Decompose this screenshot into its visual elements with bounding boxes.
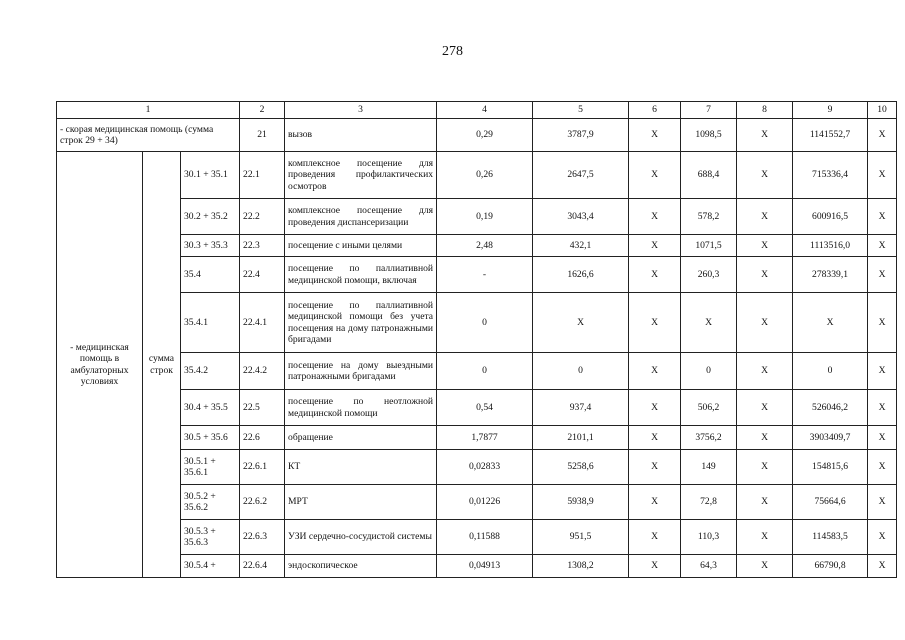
row-value-4: 2,48 bbox=[437, 235, 533, 257]
row-ref: 30.5.1 + 35.6.1 bbox=[181, 450, 240, 485]
header-row bbox=[57, 102, 897, 119]
row-value-5: 0 bbox=[533, 353, 629, 390]
table-body bbox=[57, 102, 897, 578]
row-number: 22.6 bbox=[240, 426, 285, 450]
row-unit: комплексное посещение для проведения профилактических осмотров bbox=[285, 152, 437, 199]
row-value-8: X bbox=[737, 152, 793, 199]
emergency-value-6: X bbox=[629, 119, 681, 152]
row-value-10: X bbox=[868, 353, 897, 390]
row-number: 22.6.1 bbox=[240, 450, 285, 485]
row-value-4: 0 bbox=[437, 293, 533, 353]
table-row bbox=[57, 555, 897, 578]
emergency-label: - скорая медицинская помощь (сумма строк 29 + 34) bbox=[57, 119, 240, 152]
row-value-9: 75664,6 bbox=[793, 485, 868, 520]
row-value-7: 688,4 bbox=[681, 152, 737, 199]
row-value-4: 0,11588 bbox=[437, 520, 533, 555]
row-value-10: X bbox=[868, 257, 897, 293]
row-value-10: X bbox=[868, 235, 897, 257]
row-value-6: X bbox=[629, 485, 681, 520]
row-ref: 35.4.2 bbox=[181, 353, 240, 390]
emergency-unit: вызов bbox=[285, 119, 437, 152]
row-value-6: X bbox=[629, 199, 681, 235]
row-value-7: 72,8 bbox=[681, 485, 737, 520]
row-value-6: X bbox=[629, 555, 681, 578]
row-value-5: 432,1 bbox=[533, 235, 629, 257]
row-value-7: 578,2 bbox=[681, 199, 737, 235]
row-ref: 30.2 + 35.2 bbox=[181, 199, 240, 235]
row-ref: 35.4.1 bbox=[181, 293, 240, 353]
row-value-9: 278339,1 bbox=[793, 257, 868, 293]
row-value-7: X bbox=[681, 293, 737, 353]
row-value-8: X bbox=[737, 520, 793, 555]
row-value-9: 154815,6 bbox=[793, 450, 868, 485]
row-unit: посещение по паллиативной медицинской помощи, включая bbox=[285, 257, 437, 293]
row-value-7: 3756,2 bbox=[681, 426, 737, 450]
row-value-7: 110,3 bbox=[681, 520, 737, 555]
row-unit: МРТ bbox=[285, 485, 437, 520]
row-ref: 30.5.4 + bbox=[181, 555, 240, 578]
row-value-5: X bbox=[533, 293, 629, 353]
emergency-row-number: 21 bbox=[240, 119, 285, 152]
emergency-value-5: 3787,9 bbox=[533, 119, 629, 152]
row-value-4: 0,26 bbox=[437, 152, 533, 199]
sum-rows-label: сумма строк bbox=[143, 152, 181, 578]
row-ref: 30.5.3 + 35.6.3 bbox=[181, 520, 240, 555]
table-row bbox=[57, 450, 897, 485]
row-number: 22.6.4 bbox=[240, 555, 285, 578]
table-row bbox=[57, 485, 897, 520]
table-row bbox=[57, 199, 897, 235]
row-value-10: X bbox=[868, 152, 897, 199]
row-value-5: 3043,4 bbox=[533, 199, 629, 235]
row-number: 22.4.2 bbox=[240, 353, 285, 390]
row-unit: обращение bbox=[285, 426, 437, 450]
row-value-6: X bbox=[629, 450, 681, 485]
row-value-8: X bbox=[737, 426, 793, 450]
header-cell-8: 8 bbox=[737, 102, 793, 119]
header-cell-4: 4 bbox=[437, 102, 533, 119]
row-number: 22.1 bbox=[240, 152, 285, 199]
header-cell-3: 3 bbox=[285, 102, 437, 119]
row-number: 22.5 bbox=[240, 390, 285, 426]
row-value-4: 0,19 bbox=[437, 199, 533, 235]
row-value-7: 64,3 bbox=[681, 555, 737, 578]
row-value-9: 715336,4 bbox=[793, 152, 868, 199]
row-unit: КТ bbox=[285, 450, 437, 485]
row-value-9: 114583,5 bbox=[793, 520, 868, 555]
row-value-4: 0,04913 bbox=[437, 555, 533, 578]
row-value-7: 149 bbox=[681, 450, 737, 485]
row-number: 22.6.3 bbox=[240, 520, 285, 555]
row-value-8: X bbox=[737, 450, 793, 485]
emergency-value-4: 0,29 bbox=[437, 119, 533, 152]
row-unit: посещение по паллиативной медицинской помощи без учета посещения на дому патронажными бригадами bbox=[285, 293, 437, 353]
emergency-value-9: 1141552,7 bbox=[793, 119, 868, 152]
table-row bbox=[57, 152, 897, 199]
row-number: 22.2 bbox=[240, 199, 285, 235]
row-value-10: X bbox=[868, 426, 897, 450]
row-value-5: 5258,6 bbox=[533, 450, 629, 485]
header-cell-7: 7 bbox=[681, 102, 737, 119]
row-value-4: - bbox=[437, 257, 533, 293]
row-value-10: X bbox=[868, 199, 897, 235]
row-value-5: 5938,9 bbox=[533, 485, 629, 520]
row-value-7: 260,3 bbox=[681, 257, 737, 293]
row-value-5: 2101,1 bbox=[533, 426, 629, 450]
row-unit: комплексное посещение для проведения диспансеризации bbox=[285, 199, 437, 235]
row-value-6: X bbox=[629, 235, 681, 257]
row-number: 22.3 bbox=[240, 235, 285, 257]
row-value-7: 0 bbox=[681, 353, 737, 390]
header-cell-5: 5 bbox=[533, 102, 629, 119]
data-table bbox=[56, 101, 897, 578]
row-unit: эндоскопическое bbox=[285, 555, 437, 578]
row-ref: 30.1 + 35.1 bbox=[181, 152, 240, 199]
header-cell-6: 6 bbox=[629, 102, 681, 119]
row-ref: 30.3 + 35.3 bbox=[181, 235, 240, 257]
row-value-6: X bbox=[629, 390, 681, 426]
table-row bbox=[57, 520, 897, 555]
row-value-9: X bbox=[793, 293, 868, 353]
row-value-8: X bbox=[737, 555, 793, 578]
row-value-9: 66790,8 bbox=[793, 555, 868, 578]
row-value-10: X bbox=[868, 390, 897, 426]
row-value-4: 1,7877 bbox=[437, 426, 533, 450]
row-value-5: 1308,2 bbox=[533, 555, 629, 578]
row-value-6: X bbox=[629, 520, 681, 555]
row-unit: посещение на дому выездными патронажными бригадами bbox=[285, 353, 437, 390]
row-value-10: X bbox=[868, 293, 897, 353]
table-row-emergency bbox=[57, 119, 897, 152]
row-value-8: X bbox=[737, 485, 793, 520]
page-number: 278 bbox=[442, 44, 463, 59]
row-ref: 30.5.2 + 35.6.2 bbox=[181, 485, 240, 520]
header-cell-9: 9 bbox=[793, 102, 868, 119]
row-value-9: 526046,2 bbox=[793, 390, 868, 426]
row-value-10: X bbox=[868, 450, 897, 485]
row-unit: посещение с иными целями bbox=[285, 235, 437, 257]
row-value-5: 937,4 bbox=[533, 390, 629, 426]
table-row bbox=[57, 353, 897, 390]
header-cell-10: 10 bbox=[868, 102, 897, 119]
table-row bbox=[57, 235, 897, 257]
row-ref: 30.5 + 35.6 bbox=[181, 426, 240, 450]
row-value-4: 0,54 bbox=[437, 390, 533, 426]
table-row bbox=[57, 390, 897, 426]
emergency-value-10: X bbox=[868, 119, 897, 152]
table-row bbox=[57, 426, 897, 450]
row-value-9: 3903409,7 bbox=[793, 426, 868, 450]
row-value-6: X bbox=[629, 152, 681, 199]
row-value-5: 951,5 bbox=[533, 520, 629, 555]
row-value-8: X bbox=[737, 199, 793, 235]
row-value-9: 600916,5 bbox=[793, 199, 868, 235]
row-value-6: X bbox=[629, 257, 681, 293]
table-row bbox=[57, 293, 897, 353]
row-unit: посещение по неотложной медицинской помощи bbox=[285, 390, 437, 426]
row-ref: 35.4 bbox=[181, 257, 240, 293]
row-value-6: X bbox=[629, 293, 681, 353]
row-value-8: X bbox=[737, 235, 793, 257]
row-value-8: X bbox=[737, 293, 793, 353]
header-cell-2: 2 bbox=[240, 102, 285, 119]
emergency-value-8: X bbox=[737, 119, 793, 152]
row-value-6: X bbox=[629, 353, 681, 390]
row-value-5: 2647,5 bbox=[533, 152, 629, 199]
row-number: 22.4 bbox=[240, 257, 285, 293]
row-value-7: 1071,5 bbox=[681, 235, 737, 257]
row-value-9: 1113516,0 bbox=[793, 235, 868, 257]
row-value-8: X bbox=[737, 257, 793, 293]
row-value-7: 506,2 bbox=[681, 390, 737, 426]
row-ref: 30.4 + 35.5 bbox=[181, 390, 240, 426]
table-row bbox=[57, 257, 897, 293]
row-value-9: 0 bbox=[793, 353, 868, 390]
row-value-8: X bbox=[737, 390, 793, 426]
row-value-4: 0 bbox=[437, 353, 533, 390]
header-cell-1: 1 bbox=[57, 102, 240, 119]
row-number: 22.6.2 bbox=[240, 485, 285, 520]
row-value-4: 0,01226 bbox=[437, 485, 533, 520]
row-value-4: 0,02833 bbox=[437, 450, 533, 485]
row-value-5: 1626,6 bbox=[533, 257, 629, 293]
row-unit: УЗИ сердечно-сосудистой системы bbox=[285, 520, 437, 555]
emergency-value-7: 1098,5 bbox=[681, 119, 737, 152]
row-value-6: X bbox=[629, 426, 681, 450]
row-value-10: X bbox=[868, 555, 897, 578]
row-value-10: X bbox=[868, 485, 897, 520]
row-value-8: X bbox=[737, 353, 793, 390]
row-number: 22.4.1 bbox=[240, 293, 285, 353]
ambulatory-group-label: - медицинская помощь в амбулаторных условиях bbox=[57, 152, 143, 578]
row-value-10: X bbox=[868, 520, 897, 555]
